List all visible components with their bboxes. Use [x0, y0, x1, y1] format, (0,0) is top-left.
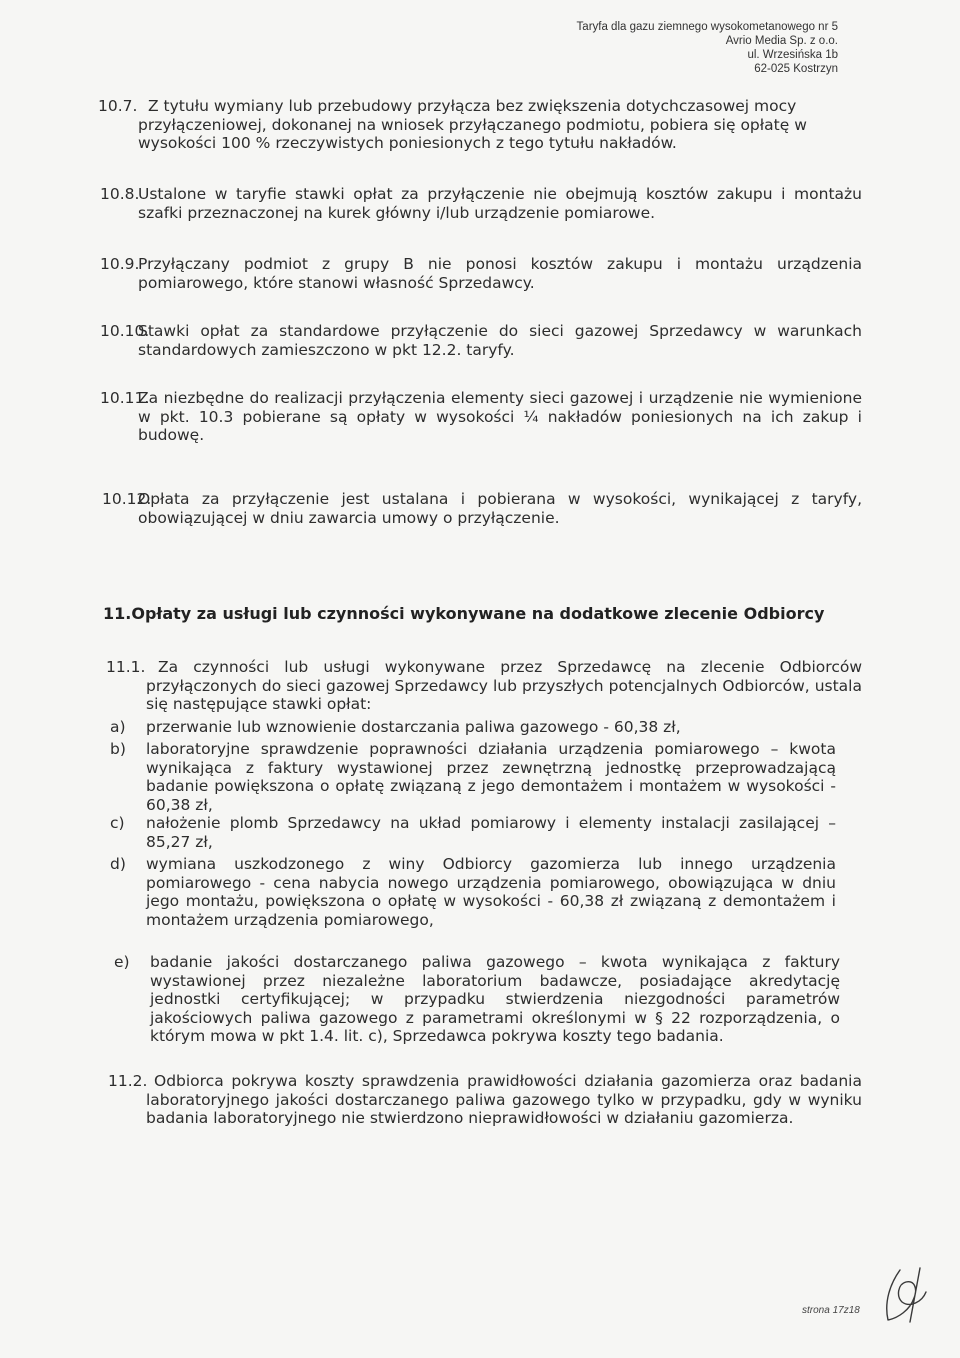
paragraph-number: 11.1. [106, 658, 146, 676]
header-street: ul. Wrzesińska 1b [747, 49, 838, 61]
paragraph-number: 10.11. [100, 389, 150, 407]
page-number: strona 17z18 [802, 1305, 860, 1316]
section-heading-11: 11.Opłaty za usługi lub czynności wykonywane na dodatkowe zlecenie Odbiorcy [103, 604, 825, 623]
paragraph-number: 10.7. [98, 97, 138, 115]
list-item-label: e) [114, 953, 130, 971]
paragraph-number: 11.2. [108, 1072, 148, 1090]
list-item-label: d) [110, 855, 126, 873]
paragraph-number: 10.12. [102, 490, 152, 508]
list-item-a [110, 718, 866, 738]
paragraph-number: 10.9. [100, 255, 140, 273]
paragraph-text: Opłata za przyłączenie jest ustalana i pobierana w wysokości, wynikającej z taryfy, obowiązującej w dniu zawarcia umowy o przyłączenie. [138, 490, 862, 527]
header-company-name: Avrio Media Sp. z o.o. [725, 35, 838, 47]
list-item-text: nałożenie plomb Sprzedawcy na układ pomiarowy i elementy instalacji zasilającej – 85,27 zł, [146, 814, 836, 851]
list-item-b [110, 740, 866, 820]
paragraph-text: Przyłączany podmiot z grupy B nie ponosi kosztów zakupu i montażu urządzenia pomiarowego, które stanowi własność Sprzedawcy. [138, 255, 862, 292]
list-item-e [114, 953, 866, 1053]
handwritten-signature [880, 1262, 932, 1326]
list-item-text: przerwanie lub wznowienie dostarczania paliwa gazowego - 60,38 zł, [146, 718, 681, 736]
paragraph-text: Odbiorca pokrywa koszty sprawdzenia prawidłowości działania gazomierza oraz badania laboratoryjnego jakości dostarczanego paliwa gazowego tylko w przypadku, gdy w wyniku badania laboratoryjnego nie stwierdzono nieprawidłowości w działaniu gazomierza. [146, 1072, 862, 1127]
header-tariff-title: Taryfa dla gazu ziemnego wysokometanowego nr 5 [576, 21, 838, 33]
paragraph-text: Z tytułu wymiany lub przebudowy przyłącza bez zwiększenia dotychczasowej mocy przyłączeniowej, dokonanej na wniosek przyłączanego podmiotu, pobiera się opłatę w wysokości 100 % rzeczywistych poniesionych z tego tytułu nakładów. [138, 97, 807, 152]
header-postal-city: 62-025 Kostrzyn [754, 63, 838, 75]
list-item-label: b) [110, 740, 126, 758]
list-item-text: badanie jakości dostarczanego paliwa gazowego – kwota wynikająca z faktury wystawionej przez niezależne laboratorium badawcze, posiadające akredytację jednostki certyfikującej; w przypadku stwierdzenia niezgodności parametrów jakościowych paliwa gazowego z parametrami określonymi w § 22 rozporządzenia, o którym mowa w pkt 1.4. lit. c), Sprzedawca pokrywa koszty tego badania. [150, 953, 840, 1045]
paragraph-text: Za niezbędne do realizacji przyłączenia elementy sieci gazowej i urządzenie nie wymienione w pkt. 10.3 pobierane są opłaty w wysokości ¼ nakładów poniesionych na ich zakup i budowę. [138, 389, 862, 444]
list-item-c [110, 814, 866, 854]
paragraph-text: Ustalone w taryfie stawki opłat za przyłączenie nie obejmują kosztów zakupu i montażu szafki przeznaczonej na kurek główny i/lub urządzenie pomiarowe. [138, 185, 862, 222]
list-item-text: wymiana uszkodzonego z winy Odbiorcy gazomierza lub innego urządzenia pomiarowego - cena nabycia nowego urządzenia pomiarowego, obowiązująca w dniu jego montażu, powiększona o opłatę w wysokości - 60,38 zł związaną z demontażem i montażem urządzenia pomiarowego, [146, 855, 836, 929]
paragraph-number: 10.8. [100, 185, 140, 203]
list-item-text: laboratoryjne sprawdzenie poprawności działania urządzenia pomiarowego – kwota wynikająca z faktury wystawionej przez zewnętrzną jednostkę przeprowadzającą badanie powiększona o opłatę związaną z jego demontażem i montażem w wysokości - 60,38 zł, [146, 740, 836, 814]
list-item-label: c) [110, 814, 125, 832]
paragraph-text: Za czynności lub usługi wykonywane przez Sprzedawcę na zlecenie Odbiorców przyłączonych do sieci gazowej Sprzedawcy lub przyszłych potencjalnych Odbiorców, ustala się następujące stawki opłat: [146, 658, 862, 713]
paragraph-number: 10.10. [100, 322, 150, 340]
list-item-label: a) [110, 718, 126, 736]
document-header [577, 20, 838, 76]
paragraph-text: Stawki opłat za standardowe przyłączenie do sieci gazowej Sprzedawcy w warunkach standardowych zamieszczono w pkt 12.2. taryfy. [138, 322, 862, 359]
list-item-d [110, 855, 866, 935]
